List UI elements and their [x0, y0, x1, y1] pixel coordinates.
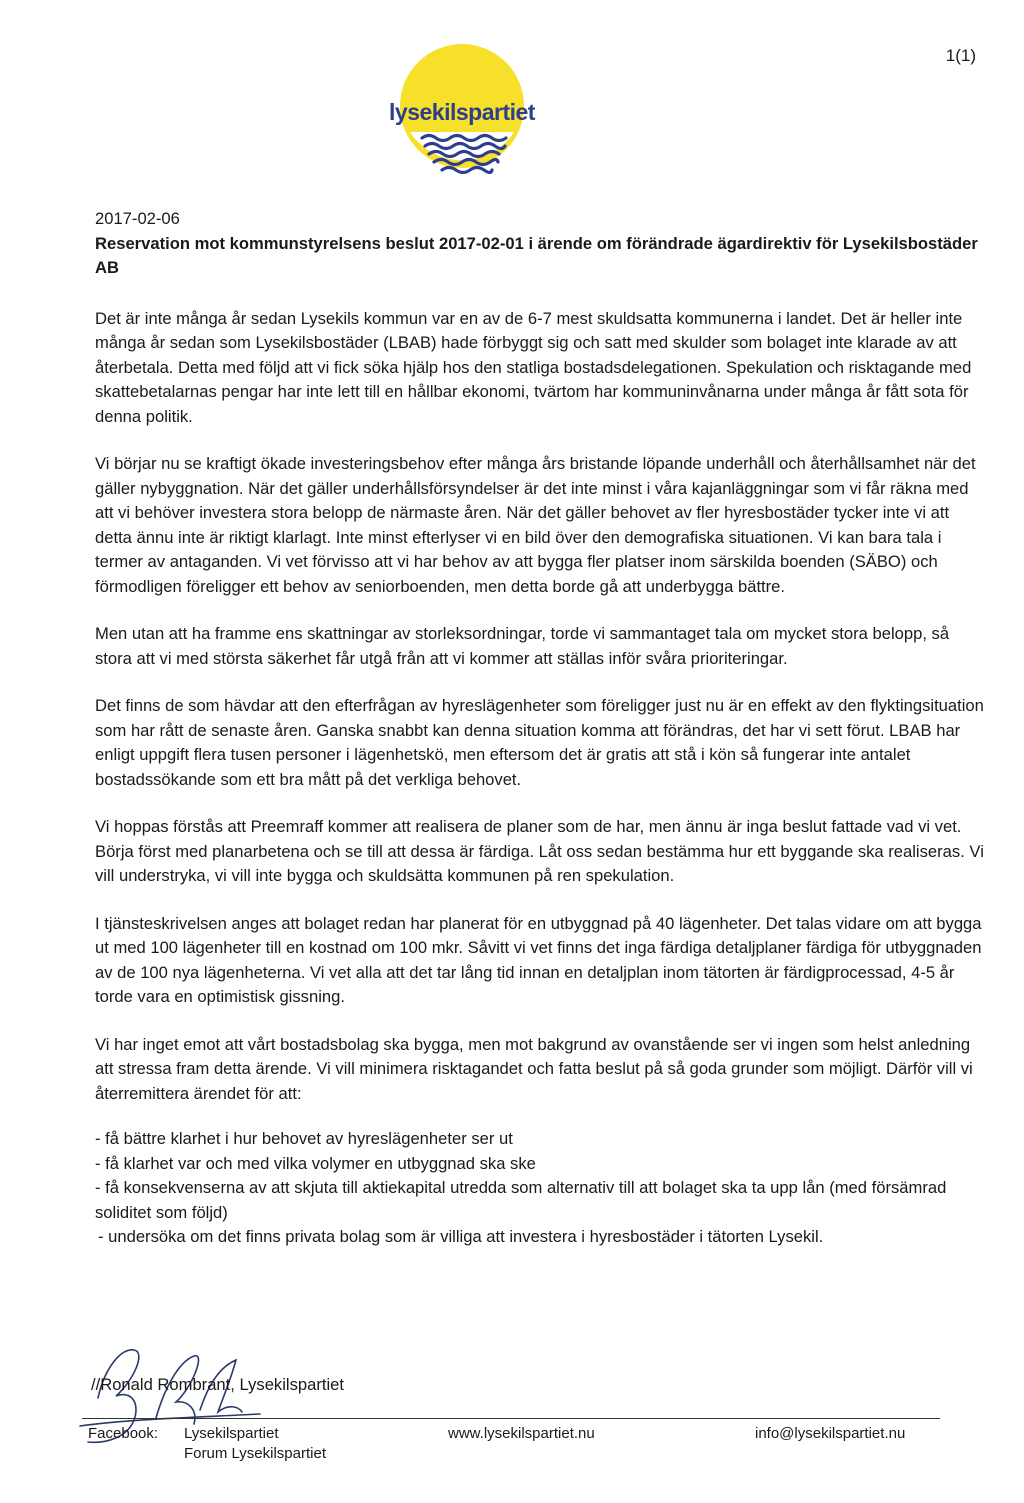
party-logo: [372, 42, 552, 192]
logo-text: lysekilspartiet: [389, 99, 535, 125]
page-number: 1(1): [945, 46, 976, 65]
paragraph: I tjänsteskrivelsen anges att bolaget redan har planerat för en utbyggnad på 40 lägenheter. Det talas vidare om att bygga ut med 100 lägenheter till en kostnad om 100 mkr. Såvitt vi vet finns det inga färdiga detaljplaner färdiga för utbyggnaden av de 100 nya lägenheterna. Vi vet alla att det tar lång tid innan en detaljplan inom tätorten är färdigprocessad, 4-5 år torde vara en optimistisk gissning.: [95, 913, 982, 1006]
list-item: - få klarhet var och med vilka volymer en utbyggnad ska ske: [95, 1153, 536, 1173]
paragraph: Vi har inget emot att vårt bostadsbolag ska bygga, men mot bakgrund av ovanstående ser vi ingen som helst anledning att stressa fram detta ärende. Vi vill minimera risktagandet och fatta beslut på så goda grunder som möjligt. Därför vill vi återremittera ärendet för att:: [95, 1034, 973, 1103]
letter-date: 2017-02-06: [95, 209, 180, 228]
reasons-list: [95, 1127, 985, 1250]
letter-title: Reservation mot kommunstyrelsens beslut 2017-02-01 i ärende om förändrade ägardirektiv för Lysekilsbostäder AB: [95, 233, 978, 277]
footer-website-link[interactable]: www.lysekilspartiet.nu: [448, 1425, 595, 1442]
list-item: - undersöka om det finns privata bolag som är villiga att investera i hyresbostäder i tätorten Lysekil.: [98, 1227, 824, 1246]
paragraph: Men utan att ha framme ens skattningar av storleksordningar, torde vi sammantaget tala om mycket stora belopp, så stora att vi med största säkerhet får utgå från att vi kommer att ställas inför svåra prioriteringar.: [95, 624, 950, 668]
list-item: - få bättre klarhet i hur behovet av hyreslägenheter ser ut: [95, 1129, 513, 1148]
signature-text: //Ronald Rombrant, Lysekilspartiet: [91, 1375, 345, 1394]
paragraph: Det är inte många år sedan Lysekils kommun var en av de 6-7 mest skuldsatta kommunerna i landet. Det är heller inte många år sedan som Lysekilsbostäder (LBAB) hade förbyggt sig och satt med skulder som bolaget inte klarade av att återbetala. Detta med följd att vi fick söka hjälp hos den statliga bostadsdelegationen. Spekulation och risktagande med skattebetalarnas pengar har inte lett till en hållbar ekonomi, tvärtom har kommuninvånarna under många år fått sota för denna politik.: [95, 308, 972, 426]
letter-body: [95, 207, 985, 1250]
footer-facebook-pages: [184, 1424, 326, 1464]
signature: [88, 1375, 345, 1395]
footer-forum: Forum Lysekilspartiet: [184, 1445, 326, 1462]
footer-facebook-label: Facebook:: [88, 1425, 159, 1442]
list-item: - få konsekvenserna av att skjuta till aktiekapital utredda som alternativ till att bolaget ska ta upp lån (med försämrad soliditet som följd): [95, 1178, 947, 1222]
paragraph: Vi börjar nu se kraftigt ökade investeringsbehov efter många års bristande löpande underhåll och återhållsamhet när det gäller nybyggnation. När det gäller underhållsförsyndelser är det inte minst i våra kajanläggningar som vi får räkna med att vi behöver investera stora belopp de närmaste åren. När det gäller behovet av fler hyresbostäder tycker inte vi att detta ännu inte är riktigt klarlagt. Inte minst efterlyser vi en bild över den demografiska situationen. Vi kan bara tala i termer av antaganden. Vi vet förvisso att vi har behov av att bygga fler platser inom särskilda boenden (SÄBO) och förmodligen föreligger ett behov av seniorboenden, men detta borde gå att underbygga bättre.: [95, 454, 976, 596]
paragraph: Vi hoppas förstås att Preemraff kommer att realisera de planer som de har, men ännu är inga beslut fattade vad vi vet. Börja först med planarbetena och se till att dessa är färdiga. Låt oss sedan bestämma hur ett byggande ska realiseras. Vi vill understryka, vi vill inte bygga och skuldsätta kommunen på ren spekulation.: [95, 817, 984, 885]
footer-facebook-page: Lysekilspartiet: [184, 1425, 279, 1442]
footer-divider: [82, 1418, 940, 1419]
footer-email-link[interactable]: info@lysekilspartiet.nu: [755, 1425, 906, 1442]
paragraph: Det finns de som hävdar att den efterfrågan av hyreslägenheter som föreligger just nu är en effekt av den flyktingsituation som har rått de senaste åren. Ganska snabbt kan denna situation komma att förändras, det har vi sett förut. LBAB har enligt uppgift flera tusen personer i lägenhetskö, men eftersom det är gratis att stå i kön så fungerar inte antalet bostadssökande som ett bra mått på det verkliga behovet.: [95, 696, 984, 789]
